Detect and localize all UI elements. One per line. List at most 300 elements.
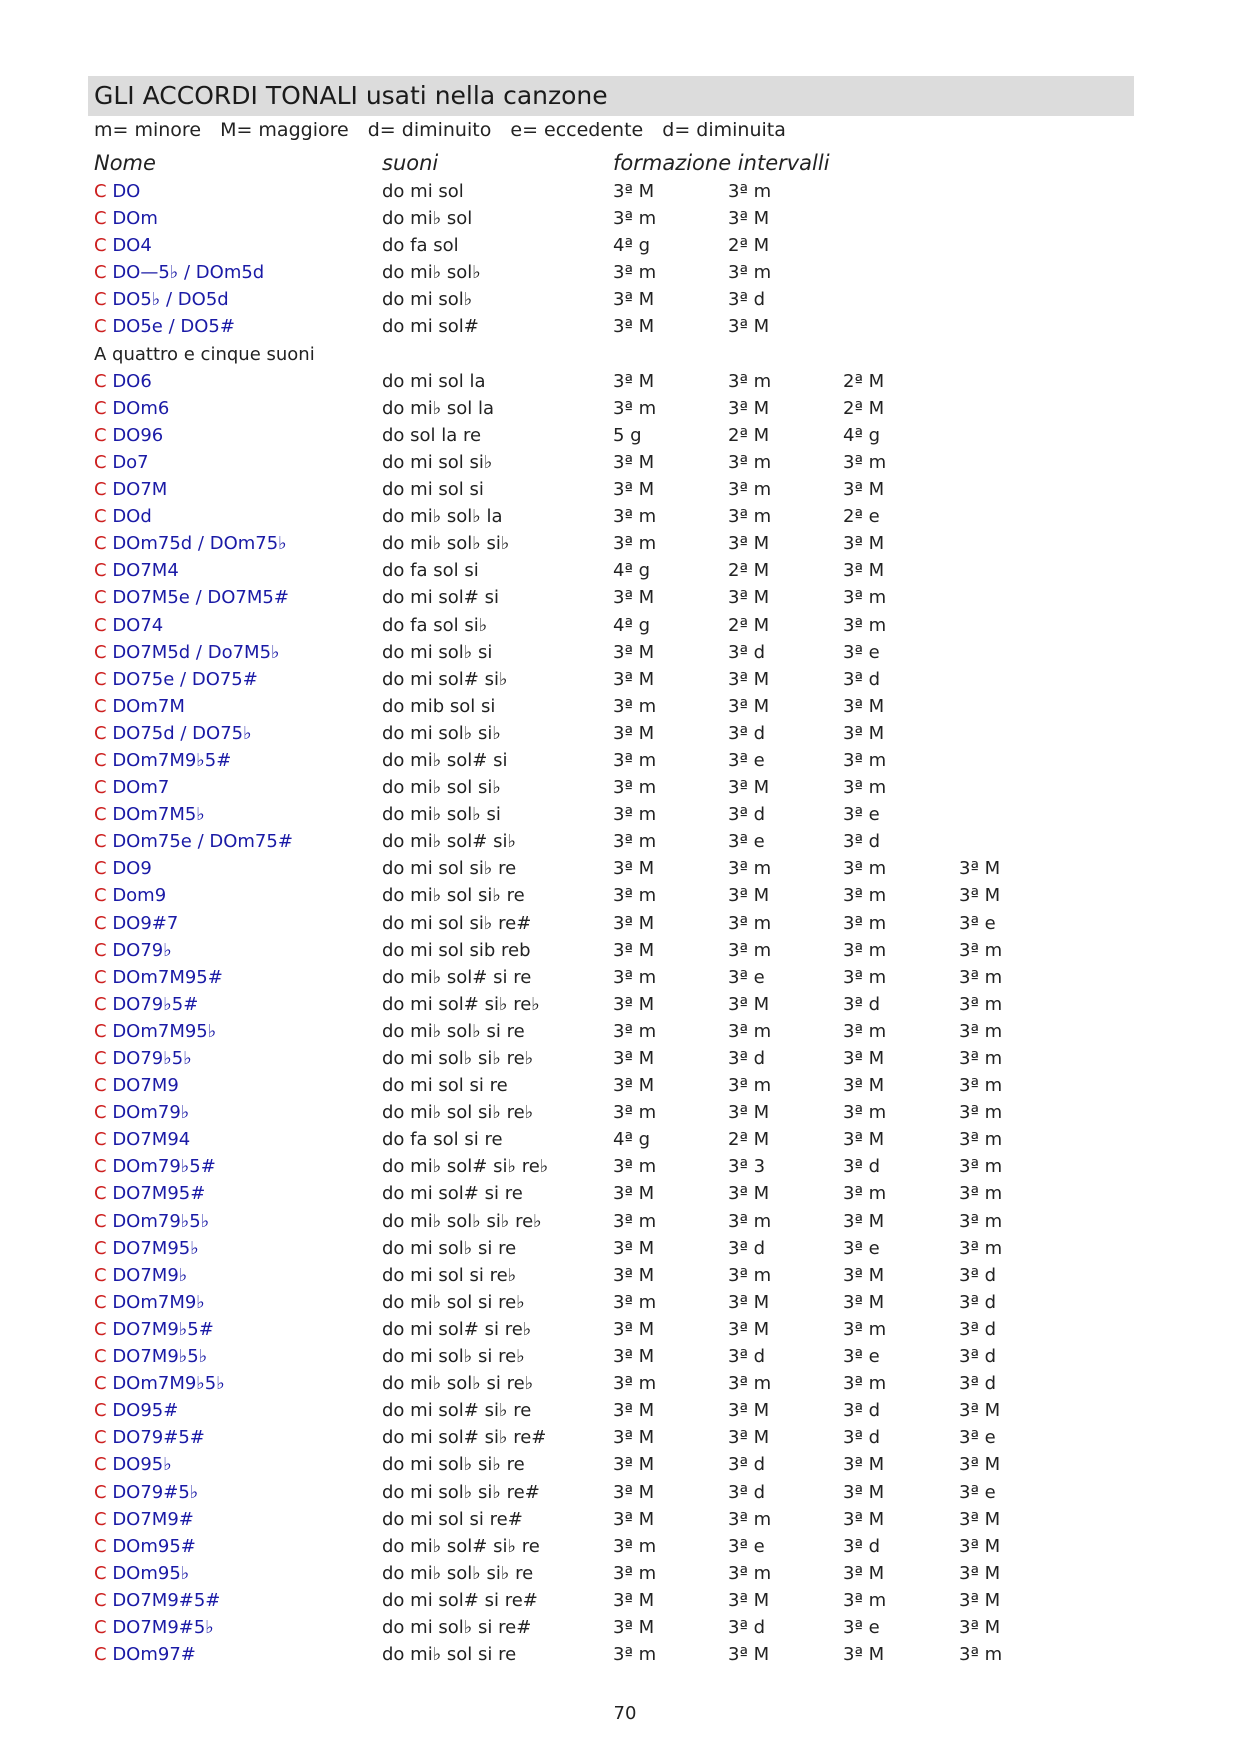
chord-name: [94, 1208, 209, 1235]
chord-name: [94, 1506, 194, 1533]
chord-sounds: do mi sol♭ si♭: [382, 722, 501, 744]
interval-2: 3ª M: [728, 777, 770, 799]
chord-name: [94, 1289, 205, 1316]
chord-name: [94, 178, 140, 205]
interval-1: 3ª M: [613, 1346, 655, 1368]
chord-sounds: do mi♭ sol♭ si: [382, 804, 501, 826]
chord-sounds: do mi♭ sol# si♭ re: [382, 1535, 540, 1557]
interval-4: 3ª m: [959, 966, 1003, 988]
legend-item: e= eccedente: [510, 119, 644, 141]
chord-symbol: DO79#5♭: [112, 1481, 199, 1503]
chord-row: [0, 1235, 1250, 1262]
chord-sounds: do mi sol# si re♭: [382, 1318, 532, 1340]
chord-row: [0, 1045, 1250, 1072]
chord-name: [94, 286, 229, 313]
chord-symbol: DO7M9♭5♭: [112, 1346, 208, 1368]
interval-4: 3ª m: [959, 1237, 1003, 1259]
chord-name: [94, 1370, 225, 1397]
interval-1: 3ª M: [613, 181, 655, 202]
interval-2: 3ª e: [728, 831, 765, 853]
chord-name: [94, 1126, 190, 1153]
interval-4: 3ª M: [959, 858, 1001, 880]
chord-symbol: DOm7M95#: [112, 966, 223, 988]
chord-symbol: DO79♭5#: [112, 993, 199, 1015]
interval-2: 3ª M: [728, 1589, 770, 1611]
header-name: Nome: [94, 151, 156, 175]
chord-row: [0, 1072, 1250, 1099]
interval-3: 3ª m: [843, 587, 887, 609]
chord-root: C: [94, 1454, 107, 1476]
interval-3: 3ª m: [843, 912, 887, 934]
chord-sounds: do mi sol# si♭ re♭: [382, 993, 540, 1015]
chord-sounds: do mi sol♭ si♭ re: [382, 1454, 525, 1476]
chord-row: [0, 1289, 1250, 1316]
chord-root: C: [94, 885, 107, 907]
interval-2: 3ª M: [728, 1183, 770, 1205]
interval-2: 3ª M: [728, 993, 770, 1015]
interval-4: 3ª M: [959, 1562, 1001, 1584]
chord-sounds: do fa sol: [382, 235, 459, 257]
column-headers: [0, 148, 1250, 178]
interval-4: 3ª M: [959, 1589, 1001, 1611]
chord-symbol: DOm7M: [112, 695, 185, 717]
chord-row: [0, 205, 1250, 232]
chord-root: C: [94, 181, 107, 202]
interval-3: 3ª M: [843, 695, 885, 717]
chord-name: [94, 666, 258, 693]
interval-1: 3ª m: [613, 1102, 657, 1124]
interval-4: 3ª m: [959, 939, 1003, 961]
chord-symbol: DO7M5d / Do7M5♭: [112, 641, 280, 663]
chord-sounds: do mi♭ sol♭ si re♭: [382, 1373, 534, 1395]
chord-root: C: [94, 1318, 107, 1340]
interval-3: 3ª M: [843, 479, 885, 501]
chord-symbol: DO74: [112, 614, 164, 636]
interval-1: 3ª m: [613, 1535, 657, 1557]
interval-2: 3ª m: [728, 858, 772, 880]
chord-root: C: [94, 641, 107, 663]
chord-root: C: [94, 397, 107, 419]
interval-1: 3ª m: [613, 506, 657, 528]
interval-1: 3ª M: [613, 587, 655, 609]
chord-root: C: [94, 1373, 107, 1395]
chord-row: [0, 639, 1250, 666]
chord-sounds: do mi sol# si♭: [382, 668, 508, 690]
chord-symbol: Do7: [112, 451, 149, 473]
chord-root: C: [94, 208, 107, 230]
chord-sounds: do mi sol# si re: [382, 1183, 523, 1205]
chord-sounds: do mi sol si♭ re: [382, 858, 517, 880]
chord-sounds: do mi sol la: [382, 370, 486, 392]
chord-row: [0, 422, 1250, 449]
chord-symbol: DOm79♭5♭: [112, 1210, 210, 1232]
interval-3: 3ª m: [843, 451, 887, 473]
chord-row: [0, 476, 1250, 503]
interval-2: 3ª e: [728, 966, 765, 988]
chord-symbol: DO96: [112, 424, 164, 446]
interval-4: 3ª m: [959, 1020, 1003, 1042]
chord-root: C: [94, 1129, 107, 1151]
chord-row: [0, 1587, 1250, 1614]
header-intervals: formazione intervalli: [613, 151, 830, 175]
chord-symbol: DO7M4: [112, 560, 179, 582]
chord-row: [0, 1153, 1250, 1180]
interval-1: 3ª m: [613, 804, 657, 826]
chord-symbol: DO7M9♭5#: [112, 1318, 214, 1340]
interval-2: 3ª m: [728, 181, 772, 202]
chord-name: [94, 855, 152, 882]
chord-row: [0, 1018, 1250, 1045]
chord-name: [94, 1072, 179, 1099]
chord-name: [94, 584, 289, 611]
chord-root: C: [94, 1562, 107, 1584]
chord-row: [0, 801, 1250, 828]
interval-2: 3ª d: [728, 722, 766, 744]
chord-root: C: [94, 424, 107, 446]
chord-symbol: DOm7M9♭5♭: [112, 1373, 225, 1395]
chord-row: [0, 557, 1250, 584]
chord-name: [94, 991, 198, 1018]
interval-1: 3ª m: [613, 533, 657, 555]
interval-4: 3ª m: [959, 1210, 1003, 1232]
interval-1: 3ª M: [613, 939, 655, 961]
chord-row: [0, 1262, 1250, 1289]
chord-root: C: [94, 1508, 107, 1530]
chord-row: [0, 937, 1250, 964]
chord-name: [94, 1479, 198, 1506]
chord-symbol: DO7M9#5#: [112, 1589, 221, 1611]
chord-symbol: DO5♭ / DO5d: [112, 289, 229, 311]
chord-name: [94, 937, 172, 964]
interval-2: 3ª M: [728, 1400, 770, 1422]
interval-2: 3ª e: [728, 749, 765, 771]
interval-1: 3ª m: [613, 885, 657, 907]
chord-symbol: DO7M95♭: [112, 1237, 199, 1259]
chord-root: C: [94, 479, 107, 501]
interval-3: 3ª d: [843, 1156, 881, 1178]
interval-3: 3ª M: [843, 1562, 885, 1584]
chord-sounds: do mi sol sib reb: [382, 939, 531, 961]
chord-root: C: [94, 668, 107, 690]
chord-symbol: DO79#5#: [112, 1427, 205, 1449]
chord-root: C: [94, 777, 107, 799]
interval-1: 4ª g: [613, 560, 651, 582]
chord-row: [0, 991, 1250, 1018]
chord-name: [94, 1343, 207, 1370]
chord-root: C: [94, 695, 107, 717]
interval-2: 3ª M: [728, 1644, 770, 1666]
chord-name: [94, 801, 205, 828]
interval-3: 3ª M: [843, 533, 885, 555]
interval-1: 3ª M: [613, 722, 655, 744]
chord-name: [94, 910, 178, 937]
interval-2: 3ª d: [728, 1481, 766, 1503]
interval-4: 3ª d: [959, 1264, 997, 1286]
chord-name: [94, 1587, 220, 1614]
chord-sounds: do sol la re: [382, 424, 482, 446]
chord-root: C: [94, 316, 107, 338]
interval-2: 2ª M: [728, 235, 770, 257]
chord-row: [0, 259, 1250, 286]
chord-root: C: [94, 1183, 107, 1205]
chord-row: [0, 1099, 1250, 1126]
chord-root: C: [94, 1048, 107, 1069]
chord-root: C: [94, 1589, 107, 1611]
legend-item: m= minore: [94, 119, 202, 141]
chord-sounds: do mi sol# si: [382, 587, 499, 609]
chord-symbol: DO7M9#5♭: [112, 1616, 214, 1638]
chord-root: C: [94, 1644, 107, 1666]
page-number: 70: [613, 1703, 637, 1724]
interval-1: 4ª g: [613, 614, 651, 636]
chord-sounds: do mi sol si re: [382, 1075, 508, 1097]
chord-root: C: [94, 235, 107, 257]
interval-3: 3ª m: [843, 777, 887, 799]
chord-row: [0, 395, 1250, 422]
chord-sounds: do mi sol: [382, 181, 464, 202]
chord-row: [0, 612, 1250, 639]
interval-1: 3ª M: [613, 1508, 655, 1530]
interval-2: 3ª m: [728, 370, 772, 392]
interval-3: 3ª M: [843, 1264, 885, 1286]
chord-sounds: do mi sol♭ si♭ re#: [382, 1481, 540, 1503]
interval-3: 3ª M: [843, 722, 885, 744]
chord-root: C: [94, 451, 107, 473]
chord-symbol: DOm6: [112, 397, 170, 419]
interval-1: 3ª M: [613, 858, 655, 880]
interval-4: 3ª m: [959, 1156, 1003, 1178]
interval-3: 3ª d: [843, 993, 881, 1015]
interval-4: 3ª M: [959, 1454, 1001, 1476]
interval-2: 3ª M: [728, 885, 770, 907]
interval-1: 3ª M: [613, 1589, 655, 1611]
interval-3: 3ª e: [843, 1237, 880, 1259]
interval-1: 3ª m: [613, 695, 657, 717]
interval-4: 3ª m: [959, 1129, 1003, 1151]
chord-symbol: DO95♭: [112, 1454, 172, 1476]
chord-symbol: Dom9: [112, 885, 167, 907]
chord-row: [0, 855, 1250, 882]
interval-2: 3ª e: [728, 1535, 765, 1557]
chord-sounds: do mi♭ sol♭ si re: [382, 1020, 525, 1042]
chord-root: C: [94, 1400, 107, 1422]
chord-row: [0, 178, 1250, 205]
interval-3: 3ª m: [843, 614, 887, 636]
interval-2: 3ª d: [728, 1346, 766, 1368]
interval-3: 3ª m: [843, 1020, 887, 1042]
legend: [94, 116, 799, 144]
interval-2: 3ª M: [728, 397, 770, 419]
interval-4: 3ª e: [959, 912, 996, 934]
chord-sounds: do mi sol♭ si re♭: [382, 1346, 525, 1368]
interval-1: 3ª m: [613, 777, 657, 799]
interval-1: 3ª M: [613, 316, 655, 338]
chord-row: [0, 720, 1250, 747]
interval-2: 3ª m: [728, 1373, 772, 1395]
chord-name: [94, 882, 166, 909]
chord-sounds: do mi♭ sol si♭ re♭: [382, 1102, 534, 1124]
interval-3: 3ª m: [843, 939, 887, 961]
chord-name: [94, 1262, 187, 1289]
chord-root: C: [94, 912, 107, 934]
chord-row: [0, 1316, 1250, 1343]
chord-sounds: do fa sol si: [382, 560, 479, 582]
chord-symbol: DO: [112, 181, 141, 202]
interval-1: 3ª M: [613, 370, 655, 392]
chord-symbol: DOm7M5♭: [112, 804, 205, 826]
chord-name: [94, 1641, 196, 1668]
interval-4: 3ª m: [959, 1048, 1003, 1069]
interval-3: 3ª d: [843, 1427, 881, 1449]
interval-3: 3ª M: [843, 1291, 885, 1313]
interval-3: 3ª M: [843, 1481, 885, 1503]
chord-name: [94, 1099, 189, 1126]
chord-root: C: [94, 831, 107, 853]
chord-symbol: DOm95#: [112, 1535, 196, 1557]
chord-sounds: do mi♭ sol si re: [382, 1644, 517, 1666]
chord-name: [94, 1180, 205, 1207]
interval-4: 3ª e: [959, 1427, 996, 1449]
chord-name: [94, 205, 158, 232]
chord-root: C: [94, 1102, 107, 1124]
chord-sounds: do mi sol# si♭ re#: [382, 1427, 547, 1449]
chord-symbol: DOm95♭: [112, 1562, 190, 1584]
chord-row: [0, 1208, 1250, 1235]
chord-name: [94, 720, 252, 747]
interval-2: 3ª d: [728, 289, 766, 311]
interval-1: 4ª g: [613, 1129, 651, 1151]
chord-row: [0, 1343, 1250, 1370]
interval-2: 3ª m: [728, 1210, 772, 1232]
chord-row: [0, 1506, 1250, 1533]
chord-root: C: [94, 966, 107, 988]
chord-name: [94, 259, 264, 286]
interval-3: 3ª m: [843, 1373, 887, 1395]
chord-symbol: DOm7M95♭: [112, 1020, 217, 1042]
chord-symbol: DO7M9: [112, 1075, 179, 1097]
interval-3: 3ª d: [843, 1400, 881, 1422]
interval-3: 3ª m: [843, 858, 887, 880]
interval-1: 4ª g: [613, 235, 651, 257]
interval-3: 3ª M: [843, 1454, 885, 1476]
chord-row: [0, 1641, 1250, 1668]
chord-symbol: DO4: [112, 235, 152, 257]
chord-sounds: do mi sol♭: [382, 289, 473, 311]
interval-2: 3ª m: [728, 1264, 772, 1286]
interval-3: 3ª m: [843, 1102, 887, 1124]
chord-name: [94, 964, 223, 991]
chord-symbol: DO9#7: [112, 912, 179, 934]
chord-symbol: DO7M9#: [112, 1508, 194, 1530]
interval-1: 3ª M: [613, 1454, 655, 1476]
chord-row: [0, 530, 1250, 557]
chord-sounds: do mi sol# si♭ re: [382, 1400, 532, 1422]
chord-sounds: do mi♭ sol♭ si♭: [382, 533, 510, 555]
interval-4: 3ª d: [959, 1291, 997, 1313]
interval-2: 3ª M: [728, 316, 770, 338]
chord-name: [94, 557, 179, 584]
interval-1: 3ª m: [613, 1210, 657, 1232]
chord-root: C: [94, 1535, 107, 1557]
chord-sounds: do mi♭ sol si♭ re: [382, 885, 525, 907]
interval-2: 3ª d: [728, 1454, 766, 1476]
chord-name: [94, 422, 163, 449]
interval-3: 3ª m: [843, 885, 887, 907]
chord-symbol: DO7M95#: [112, 1183, 206, 1205]
chord-sounds: do mi♭ sol♭ si♭ re♭: [382, 1210, 542, 1232]
interval-4: 3ª d: [959, 1373, 997, 1395]
legend-item: d= diminuita: [662, 119, 786, 141]
chord-row: [0, 1479, 1250, 1506]
chord-name: [94, 476, 167, 503]
chord-root: C: [94, 1616, 107, 1638]
chord-root: C: [94, 804, 107, 826]
chord-row: [0, 910, 1250, 937]
chord-sounds: do mi sol si: [382, 479, 484, 501]
chord-sounds: do mi♭ sol# si♭ re♭: [382, 1156, 549, 1178]
interval-4: 3ª M: [959, 885, 1001, 907]
interval-2: 2ª M: [728, 1129, 770, 1151]
interval-2: 3ª m: [728, 1508, 772, 1530]
chord-name: [94, 530, 287, 557]
interval-2: 3ª d: [728, 804, 766, 826]
chord-name: [94, 747, 231, 774]
chord-sounds: do mi♭ sol♭ si♭ re: [382, 1562, 534, 1584]
chord-table: [0, 178, 1250, 1668]
interval-1: 3ª m: [613, 1291, 657, 1313]
interval-1: 3ª m: [613, 966, 657, 988]
chord-row: [0, 666, 1250, 693]
interval-2: 3ª M: [728, 587, 770, 609]
interval-2: 3ª M: [728, 1318, 770, 1340]
chord-row: [0, 964, 1250, 991]
chord-name: [94, 1424, 205, 1451]
chord-name: [94, 1235, 199, 1262]
chord-row: [0, 232, 1250, 259]
interval-4: 3ª e: [959, 1481, 996, 1503]
interval-3: 3ª e: [843, 1616, 880, 1638]
chord-root: C: [94, 749, 107, 771]
chord-sounds: do mi sol si re♭: [382, 1264, 517, 1286]
interval-2: 2ª M: [728, 560, 770, 582]
chord-row: [0, 882, 1250, 909]
chord-row: [0, 747, 1250, 774]
interval-4: 3ª m: [959, 993, 1003, 1015]
interval-1: 3ª M: [613, 641, 655, 663]
interval-3: 2ª M: [843, 397, 885, 419]
interval-4: 3ª d: [959, 1318, 997, 1340]
interval-1: 3ª M: [613, 1237, 655, 1259]
interval-2: 3ª M: [728, 208, 770, 230]
chord-name: [94, 1533, 196, 1560]
interval-2: 3ª m: [728, 1020, 772, 1042]
interval-1: 3ª M: [613, 668, 655, 690]
chord-symbol: DOd: [112, 506, 152, 528]
chord-root: C: [94, 533, 107, 555]
interval-2: 3ª M: [728, 1102, 770, 1124]
chord-root: C: [94, 1427, 107, 1449]
chord-symbol: DOm: [112, 208, 158, 230]
interval-3: 3ª M: [843, 560, 885, 582]
chord-symbol: DOm79♭5#: [112, 1156, 216, 1178]
interval-4: 3ª m: [959, 1102, 1003, 1124]
interval-3: 3ª M: [843, 1508, 885, 1530]
chord-symbol: DO9: [112, 858, 152, 880]
interval-3: 3ª e: [843, 804, 880, 826]
interval-4: 3ª m: [959, 1644, 1003, 1666]
chord-symbol: DOm7M9♭: [112, 1291, 205, 1313]
interval-1: 3ª m: [613, 1562, 657, 1584]
